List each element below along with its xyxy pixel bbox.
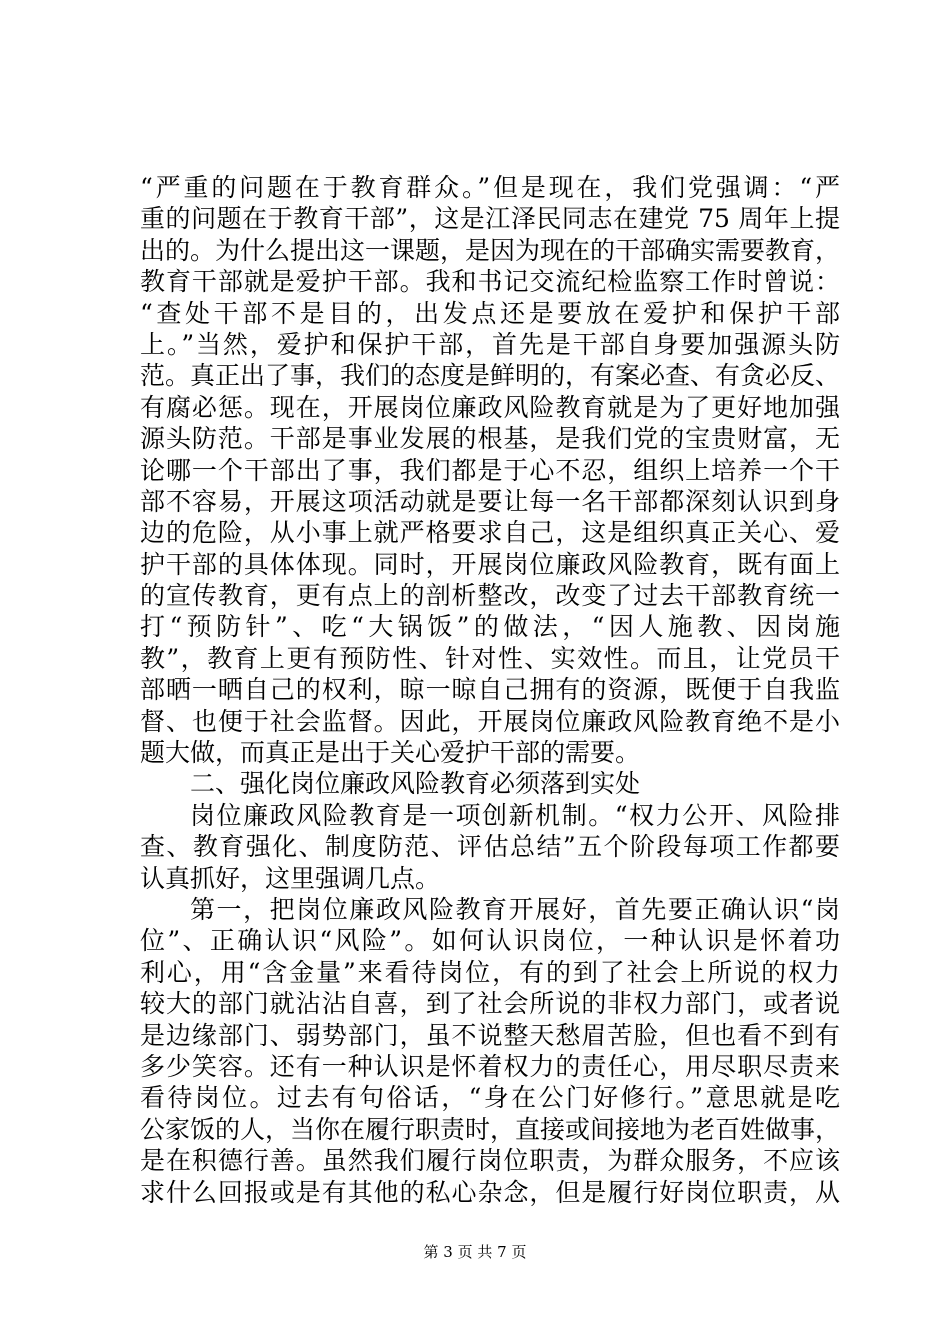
text-line: 认真抓好，这里强调几点。 <box>140 863 441 893</box>
text-line: 的宣传教育，更有点上的剖析整改，改变了过去干部教育统一 <box>140 581 840 611</box>
text-line: 督、也便于社会监督。因此，开展岗位廉政风险教育绝不是小 <box>140 706 840 736</box>
text-line: 教育干部就是爱护干部。我和书记交流纪检监察工作时曾说： <box>140 267 840 297</box>
text-line: 多少笑容。还有一种认识是怀着权力的责任心，用尽职尽责来 <box>140 1051 840 1081</box>
text-line: 论哪一个干部出了事，我们都是于心不忍，组织上培养一个干 <box>140 455 840 485</box>
text-line: 求什么回报或是有其他的私心杂念，但是履行好岗位职责，从 <box>140 1177 840 1207</box>
text-line: 公家饭的人，当你在履行职责时，直接或间接地为老百姓做事， <box>140 1114 841 1144</box>
text-line: 重的问题在于教育干部”，这是江泽民同志在建党 75 周年上提 <box>140 204 840 234</box>
text-line: 上。”当然，爱护和保护干部，首先是干部自身要加强源头防 <box>140 329 840 359</box>
text-line: 岗位廉政风险教育是一项创新机制。“权力公开、风险排 <box>190 800 840 830</box>
text-line: 题大做，而真正是出于关心爱护干部的需要。 <box>140 738 641 768</box>
page-footer: 第 3 页 共 7 页 <box>423 1243 527 1261</box>
text-line: 是在积德行善。虽然我们履行岗位职责，为群众服务，不应该 <box>140 1146 840 1176</box>
text-line: 是边缘部门、弱势部门，虽不说整天愁眉苦脸，但也看不到有 <box>140 1020 840 1050</box>
text-line: 部不容易，开展这项活动就是要让每一名干部都深刻认识到身 <box>140 486 840 516</box>
text-line: 看待岗位。过去有句俗话，“身在公门好修行。”意思就是吃 <box>140 1083 840 1113</box>
text-line: 教”，教育上更有预防性、针对性、实效性。而且，让党员干 <box>140 643 840 673</box>
text-line: 打“预防针”、吃“大锅饭”的做法，“因人施教、因岗施 <box>140 612 840 642</box>
text-line: 边的危险，从小事上就严格要求自己，这是组织真正关心、爱 <box>140 518 840 548</box>
text-line: 第一，把岗位廉政风险教育开展好，首先要正确认识“岗 <box>190 894 840 924</box>
text-line: 有腐必惩。现在，开展岗位廉政风险教育就是为了更好地加强 <box>140 392 840 422</box>
text-line: 护干部的具体体现。同时，开展岗位廉政风险教育，既有面上 <box>140 549 840 579</box>
text-line: 位”、正确认识“风险”。如何认识岗位，一种认识是怀着功 <box>140 926 840 956</box>
text-line: 出的。为什么提出这一课题，是因为现在的干部确实需要教育， <box>140 235 841 265</box>
text-line: 部晒一晒自己的权利，晾一晾自己拥有的资源，既便于自我监 <box>140 675 840 705</box>
text-line: “严重的问题在于教育群众。”但是现在，我们党强调：“严 <box>140 173 840 202</box>
text-line: 较大的部门就沾沾自喜，到了社会所说的非权力部门，或者说 <box>140 989 840 1019</box>
text-line: 范。真正出了事，我们的态度是鲜明的，有案必查、有贪必反、 <box>140 361 841 391</box>
text-line: “查处干部不是目的，出发点还是要放在爱护和保护干部 <box>140 298 840 328</box>
body-text <box>140 172 840 1208</box>
text-line: 二、强化岗位廉政风险教育必须落到实处 <box>190 769 641 799</box>
text-line: 查、教育强化、制度防范、评估总结”五个阶段每项工作都要 <box>140 832 840 862</box>
text-line: 利心，用“含金量”来看待岗位，有的到了社会上所说的权力 <box>140 957 840 987</box>
text-line: 源头防范。干部是事业发展的根基，是我们党的宝贵财富，无 <box>140 424 840 454</box>
